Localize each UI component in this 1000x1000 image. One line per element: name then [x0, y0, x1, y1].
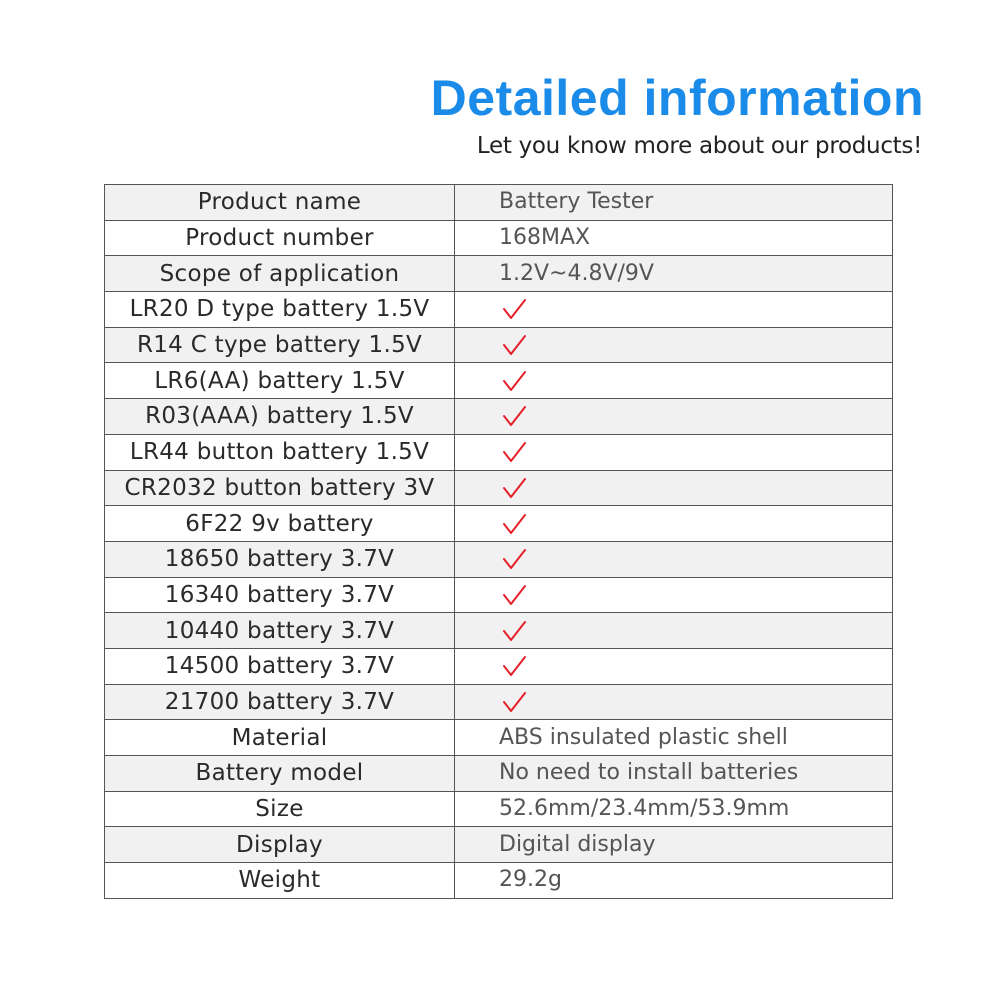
spec-label: 18650 battery 3.7V: [105, 541, 455, 577]
spec-label: Scope of application: [105, 256, 455, 292]
spec-label: Product number: [105, 220, 455, 256]
page-title: Detailed information: [430, 70, 924, 126]
spec-label: 14500 battery 3.7V: [105, 648, 455, 684]
spec-value: ABS insulated plastic shell: [455, 720, 893, 756]
table-row: [105, 863, 893, 899]
spec-value: 29.2g: [455, 863, 893, 899]
table-row: [105, 256, 893, 292]
spec-check-cell: [455, 292, 893, 328]
spec-label: 21700 battery 3.7V: [105, 684, 455, 720]
check-mark-icon: [501, 582, 527, 608]
check-mark-icon: [501, 439, 527, 465]
table-row: [105, 399, 893, 435]
spec-label: 10440 battery 3.7V: [105, 613, 455, 649]
table-row: [105, 827, 893, 863]
check-mark-icon: [501, 689, 527, 715]
table-row: [105, 506, 893, 542]
spec-check-cell: [455, 434, 893, 470]
spec-check-cell: [455, 577, 893, 613]
spec-table: [104, 184, 893, 899]
table-row: [105, 470, 893, 506]
table-row: [105, 434, 893, 470]
check-mark-icon: [501, 403, 527, 429]
spec-label: LR20 D type battery 1.5V: [105, 292, 455, 328]
table-row: [105, 648, 893, 684]
spec-label: R03(AAA) battery 1.5V: [105, 399, 455, 435]
check-mark-icon: [501, 368, 527, 394]
spec-value: 1.2V~4.8V/9V: [455, 256, 893, 292]
spec-check-cell: [455, 648, 893, 684]
spec-check-cell: [455, 541, 893, 577]
check-mark-icon: [501, 546, 527, 572]
page-subtitle: Let you know more about our products!: [476, 133, 922, 159]
table-row: [105, 756, 893, 792]
spec-value: 168MAX: [455, 220, 893, 256]
spec-label: Display: [105, 827, 455, 863]
spec-label: Weight: [105, 863, 455, 899]
table-row: [105, 541, 893, 577]
check-mark-icon: [501, 296, 527, 322]
spec-value: Digital display: [455, 827, 893, 863]
spec-check-cell: [455, 506, 893, 542]
table-row: [105, 292, 893, 328]
spec-label: Product name: [105, 185, 455, 221]
spec-value: Battery Tester: [455, 185, 893, 221]
check-mark-icon: [501, 511, 527, 537]
spec-value: 52.6mm/23.4mm/53.9mm: [455, 791, 893, 827]
spec-label: R14 C type battery 1.5V: [105, 327, 455, 363]
spec-label: CR2032 button battery 3V: [105, 470, 455, 506]
table-row: [105, 684, 893, 720]
check-mark-icon: [501, 653, 527, 679]
spec-value: No need to install batteries: [455, 756, 893, 792]
table-row: [105, 220, 893, 256]
table-row: [105, 791, 893, 827]
check-mark-icon: [501, 618, 527, 644]
spec-label: Battery model: [105, 756, 455, 792]
spec-check-cell: [455, 399, 893, 435]
check-mark-icon: [501, 332, 527, 358]
spec-label: 6F22 9v battery: [105, 506, 455, 542]
check-mark-icon: [501, 475, 527, 501]
table-row: [105, 613, 893, 649]
spec-label: LR44 button battery 1.5V: [105, 434, 455, 470]
spec-check-cell: [455, 613, 893, 649]
spec-label: 16340 battery 3.7V: [105, 577, 455, 613]
spec-check-cell: [455, 327, 893, 363]
spec-label: Size: [105, 791, 455, 827]
table-row: [105, 720, 893, 756]
spec-label: LR6(AA) battery 1.5V: [105, 363, 455, 399]
table-row: [105, 327, 893, 363]
spec-check-cell: [455, 470, 893, 506]
spec-check-cell: [455, 363, 893, 399]
table-row: [105, 577, 893, 613]
table-row: [105, 363, 893, 399]
spec-check-cell: [455, 684, 893, 720]
table-row: [105, 185, 893, 221]
spec-table-body: [105, 185, 893, 899]
spec-label: Material: [105, 720, 455, 756]
